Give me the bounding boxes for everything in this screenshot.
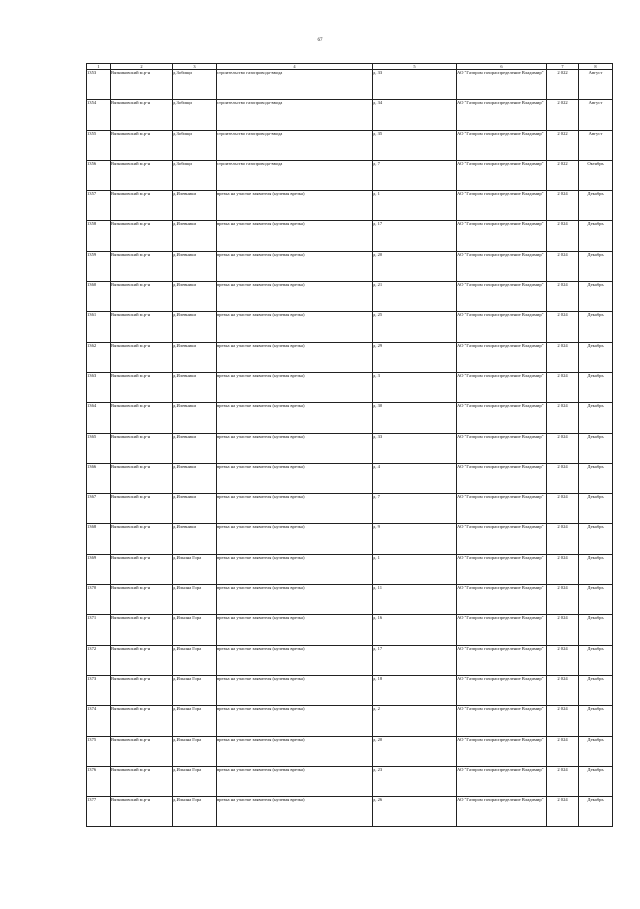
- table-body: [87, 70, 613, 827]
- cell-address: д. 17: [373, 645, 457, 675]
- table-row: [87, 160, 613, 190]
- cell-settlement: д.Илевники: [173, 312, 217, 342]
- cell-work-type: строительство газопровода-ввода: [217, 160, 373, 190]
- cell-year: 2 024: [547, 675, 579, 705]
- cell-address: д. 1: [373, 554, 457, 584]
- table-row: [87, 221, 613, 251]
- cell-district: Вязниковский м.р-н: [111, 585, 173, 615]
- cell-address: д. 4: [373, 463, 457, 493]
- cell-organization: АО "Газпром газораспределение Владимир": [457, 615, 547, 645]
- cell-settlement: д.Ильина Гора: [173, 554, 217, 584]
- cell-month: Октябрь: [579, 160, 613, 190]
- table-row: [87, 403, 613, 433]
- cell-address: д. 7: [373, 160, 457, 190]
- cell-month: Август: [579, 70, 613, 100]
- cell-month: Декабрь: [579, 191, 613, 221]
- cell-organization: АО "Газпром газораспределение Владимир": [457, 100, 547, 130]
- cell-work-type: строительство газопровода-ввода: [217, 100, 373, 130]
- cell-settlement: д.Илевники: [173, 342, 217, 372]
- cell-work-type: врезка на участке заявителя (нулевая врезка): [217, 645, 373, 675]
- cell-work-type: врезка на участке заявителя (нулевая врезка): [217, 766, 373, 796]
- table-row: [87, 766, 613, 796]
- cell-month: Декабрь: [579, 675, 613, 705]
- cell-settlement: д.Илевники: [173, 282, 217, 312]
- column-header-4: 4: [217, 64, 373, 70]
- cell-district: Вязниковский м.р-н: [111, 766, 173, 796]
- cell-district: Вязниковский м.р-н: [111, 70, 173, 100]
- cell-work-type: врезка на участке заявителя (нулевая врезка): [217, 403, 373, 433]
- cell-year: 2 024: [547, 645, 579, 675]
- cell-settlement: д.Илевники: [173, 221, 217, 251]
- cell-year: 2 024: [547, 706, 579, 736]
- cell-address: д. 16: [373, 615, 457, 645]
- cell-month: Август: [579, 130, 613, 160]
- cell-year: 2 024: [547, 463, 579, 493]
- cell-year: 2 024: [547, 524, 579, 554]
- cell-district: Вязниковский м.р-н: [111, 403, 173, 433]
- cell-organization: АО "Газпром газораспределение Владимир": [457, 130, 547, 160]
- cell-month: Декабрь: [579, 221, 613, 251]
- cell-work-type: строительство газопровода-ввода: [217, 130, 373, 160]
- table-row: [87, 554, 613, 584]
- table-row: [87, 433, 613, 463]
- cell-settlement: д.Ильина Гора: [173, 675, 217, 705]
- cell-row-number: 1354: [87, 100, 111, 130]
- cell-work-type: врезка на участке заявителя (нулевая врезка): [217, 736, 373, 766]
- cell-address: д. 20: [373, 736, 457, 766]
- cell-year: 2 022: [547, 100, 579, 130]
- cell-settlement: д.Ильина Гора: [173, 797, 217, 827]
- cell-organization: АО "Газпром газораспределение Владимир": [457, 766, 547, 796]
- cell-district: Вязниковский м.р-н: [111, 463, 173, 493]
- cell-organization: АО "Газпром газораспределение Владимир": [457, 160, 547, 190]
- cell-month: Декабрь: [579, 615, 613, 645]
- cell-district: Вязниковский м.р-н: [111, 797, 173, 827]
- cell-row-number: 1368: [87, 524, 111, 554]
- cell-row-number: 1356: [87, 160, 111, 190]
- cell-work-type: врезка на участке заявителя (нулевая врезка): [217, 797, 373, 827]
- table-row: [87, 675, 613, 705]
- cell-year: 2 024: [547, 433, 579, 463]
- cell-address: д. 17: [373, 221, 457, 251]
- table-row: [87, 130, 613, 160]
- cell-address: д. 34: [373, 100, 457, 130]
- column-header-1: 1: [87, 64, 111, 70]
- table-row: [87, 494, 613, 524]
- cell-year: 2 024: [547, 312, 579, 342]
- cell-work-type: врезка на участке заявителя (нулевая врезка): [217, 282, 373, 312]
- cell-organization: АО "Газпром газораспределение Владимир": [457, 191, 547, 221]
- cell-settlement: д.Ильина Гора: [173, 736, 217, 766]
- cell-settlement: д.Зобищи: [173, 100, 217, 130]
- cell-organization: АО "Газпром газораспределение Владимир": [457, 221, 547, 251]
- cell-year: 2 024: [547, 766, 579, 796]
- cell-address: д. 33: [373, 70, 457, 100]
- cell-row-number: 1360: [87, 282, 111, 312]
- cell-row-number: 1364: [87, 403, 111, 433]
- table-row: [87, 706, 613, 736]
- cell-organization: АО "Газпром газораспределение Владимир": [457, 524, 547, 554]
- table-row: [87, 463, 613, 493]
- cell-year: 2 024: [547, 221, 579, 251]
- cell-row-number: 1353: [87, 70, 111, 100]
- cell-month: Декабрь: [579, 797, 613, 827]
- cell-address: д. 26: [373, 797, 457, 827]
- cell-organization: АО "Газпром газораспределение Владимир": [457, 403, 547, 433]
- cell-settlement: д.Зобищи: [173, 160, 217, 190]
- cell-month: Декабрь: [579, 585, 613, 615]
- cell-row-number: 1373: [87, 675, 111, 705]
- cell-row-number: 1377: [87, 797, 111, 827]
- cell-month: Декабрь: [579, 251, 613, 281]
- table-row: [87, 100, 613, 130]
- cell-month: Декабрь: [579, 645, 613, 675]
- cell-district: Вязниковский м.р-н: [111, 675, 173, 705]
- cell-row-number: 1362: [87, 342, 111, 372]
- cell-settlement: д.Илевники: [173, 191, 217, 221]
- cell-district: Вязниковский м.р-н: [111, 706, 173, 736]
- cell-address: д. 29: [373, 342, 457, 372]
- column-header-7: 7: [547, 64, 579, 70]
- cell-year: 2 024: [547, 403, 579, 433]
- cell-address: д. 7: [373, 494, 457, 524]
- cell-organization: АО "Газпром газораспределение Владимир": [457, 736, 547, 766]
- table-row: [87, 191, 613, 221]
- cell-month: Декабрь: [579, 282, 613, 312]
- table-row: [87, 251, 613, 281]
- cell-month: Декабрь: [579, 403, 613, 433]
- cell-organization: АО "Газпром газораспределение Владимир": [457, 585, 547, 615]
- cell-row-number: 1355: [87, 130, 111, 160]
- cell-work-type: врезка на участке заявителя (нулевая врезка): [217, 615, 373, 645]
- cell-month: Декабрь: [579, 494, 613, 524]
- table-row: [87, 372, 613, 402]
- cell-address: д. 1: [373, 191, 457, 221]
- cell-district: Вязниковский м.р-н: [111, 282, 173, 312]
- cell-row-number: 1363: [87, 372, 111, 402]
- cell-work-type: врезка на участке заявителя (нулевая врезка): [217, 221, 373, 251]
- table-row: [87, 342, 613, 372]
- column-header-8: 8: [579, 64, 613, 70]
- cell-month: Декабрь: [579, 433, 613, 463]
- cell-address: д. 2: [373, 706, 457, 736]
- cell-district: Вязниковский м.р-н: [111, 372, 173, 402]
- cell-district: Вязниковский м.р-н: [111, 191, 173, 221]
- cell-organization: АО "Газпром газораспределение Владимир": [457, 342, 547, 372]
- cell-work-type: врезка на участке заявителя (нулевая врезка): [217, 463, 373, 493]
- cell-district: Вязниковский м.р-н: [111, 342, 173, 372]
- cell-work-type: врезка на участке заявителя (нулевая врезка): [217, 433, 373, 463]
- cell-address: д. 3: [373, 372, 457, 402]
- cell-year: 2 024: [547, 494, 579, 524]
- column-header-6: 6: [457, 64, 547, 70]
- table-row: [87, 70, 613, 100]
- cell-row-number: 1361: [87, 312, 111, 342]
- table-row: [87, 282, 613, 312]
- table-row: [87, 736, 613, 766]
- cell-address: д. 30: [373, 403, 457, 433]
- cell-settlement: д.Илевники: [173, 494, 217, 524]
- page-number: 67: [317, 38, 323, 43]
- cell-row-number: 1371: [87, 615, 111, 645]
- cell-row-number: 1367: [87, 494, 111, 524]
- cell-month: Декабрь: [579, 554, 613, 584]
- cell-organization: АО "Газпром газораспределение Владимир": [457, 433, 547, 463]
- cell-year: 2 022: [547, 70, 579, 100]
- cell-work-type: врезка на участке заявителя (нулевая врезка): [217, 312, 373, 342]
- cell-settlement: д.Илевники: [173, 524, 217, 554]
- cell-district: Вязниковский м.р-н: [111, 160, 173, 190]
- cell-row-number: 1366: [87, 463, 111, 493]
- table-row: [87, 797, 613, 827]
- cell-address: д. 21: [373, 282, 457, 312]
- cell-organization: АО "Газпром газораспределение Владимир": [457, 645, 547, 675]
- cell-work-type: врезка на участке заявителя (нулевая врезка): [217, 494, 373, 524]
- cell-district: Вязниковский м.р-н: [111, 130, 173, 160]
- cell-month: Декабрь: [579, 312, 613, 342]
- cell-month: Декабрь: [579, 463, 613, 493]
- cell-row-number: 1372: [87, 645, 111, 675]
- cell-settlement: д.Илевники: [173, 463, 217, 493]
- cell-row-number: 1357: [87, 191, 111, 221]
- cell-month: Декабрь: [579, 372, 613, 402]
- cell-organization: АО "Газпром газораспределение Владимир": [457, 494, 547, 524]
- cell-year: 2 022: [547, 130, 579, 160]
- cell-month: Август: [579, 100, 613, 130]
- cell-year: 2 024: [547, 282, 579, 312]
- cell-address: д. 35: [373, 130, 457, 160]
- cell-row-number: 1359: [87, 251, 111, 281]
- cell-district: Вязниковский м.р-н: [111, 494, 173, 524]
- cell-district: Вязниковский м.р-н: [111, 251, 173, 281]
- cell-work-type: врезка на участке заявителя (нулевая врезка): [217, 706, 373, 736]
- cell-organization: АО "Газпром газораспределение Владимир": [457, 282, 547, 312]
- cell-row-number: 1358: [87, 221, 111, 251]
- cell-work-type: врезка на участке заявителя (нулевая врезка): [217, 342, 373, 372]
- cell-settlement: д.Ильина Гора: [173, 645, 217, 675]
- cell-year: 2 024: [547, 191, 579, 221]
- cell-district: Вязниковский м.р-н: [111, 221, 173, 251]
- cell-month: Декабрь: [579, 766, 613, 796]
- cell-year: 2 024: [547, 342, 579, 372]
- cell-organization: АО "Газпром газораспределение Владимир": [457, 554, 547, 584]
- cell-month: Декабрь: [579, 342, 613, 372]
- cell-address: д. 9: [373, 524, 457, 554]
- cell-settlement: д.Илевники: [173, 433, 217, 463]
- cell-work-type: врезка на участке заявителя (нулевая врезка): [217, 251, 373, 281]
- cell-year: 2 024: [547, 251, 579, 281]
- cell-organization: АО "Газпром газораспределение Владимир": [457, 251, 547, 281]
- cell-address: д. 20: [373, 251, 457, 281]
- cell-work-type: врезка на участке заявителя (нулевая врезка): [217, 524, 373, 554]
- column-header-5: 5: [373, 64, 457, 70]
- column-header-2: 2: [111, 64, 173, 70]
- cell-organization: АО "Газпром газораспределение Владимир": [457, 312, 547, 342]
- table-row: [87, 585, 613, 615]
- cell-work-type: врезка на участке заявителя (нулевая врезка): [217, 372, 373, 402]
- cell-settlement: д.Ильина Гора: [173, 706, 217, 736]
- table-row: [87, 615, 613, 645]
- cell-year: 2 024: [547, 585, 579, 615]
- cell-settlement: д.Ильина Гора: [173, 766, 217, 796]
- cell-work-type: врезка на участке заявителя (нулевая врезка): [217, 585, 373, 615]
- cell-district: Вязниковский м.р-н: [111, 736, 173, 766]
- cell-organization: АО "Газпром газораспределение Владимир": [457, 797, 547, 827]
- cell-row-number: 1374: [87, 706, 111, 736]
- cell-organization: АО "Газпром газораспределение Владимир": [457, 706, 547, 736]
- cell-settlement: д.Зобищи: [173, 70, 217, 100]
- cell-work-type: врезка на участке заявителя (нулевая врезка): [217, 554, 373, 584]
- cell-district: Вязниковский м.р-н: [111, 615, 173, 645]
- cell-year: 2 024: [547, 554, 579, 584]
- cell-address: д. 33: [373, 433, 457, 463]
- table-row: [87, 645, 613, 675]
- cell-year: 2 024: [547, 615, 579, 645]
- cell-settlement: д.Илевники: [173, 251, 217, 281]
- cell-row-number: 1376: [87, 766, 111, 796]
- cell-district: Вязниковский м.р-н: [111, 100, 173, 130]
- cell-settlement: д.Зобищи: [173, 130, 217, 160]
- cell-organization: АО "Газпром газораспределение Владимир": [457, 372, 547, 402]
- cell-work-type: врезка на участке заявителя (нулевая врезка): [217, 675, 373, 705]
- cell-year: 2 024: [547, 372, 579, 402]
- cell-district: Вязниковский м.р-н: [111, 312, 173, 342]
- cell-settlement: д.Ильина Гора: [173, 615, 217, 645]
- cell-address: д. 25: [373, 312, 457, 342]
- cell-address: д. 18: [373, 675, 457, 705]
- gas-connection-table: [86, 63, 613, 827]
- cell-work-type: строительство газопровода-ввода: [217, 70, 373, 100]
- cell-organization: АО "Газпром газораспределение Владимир": [457, 70, 547, 100]
- cell-year: 2 024: [547, 736, 579, 766]
- cell-address: д. 23: [373, 766, 457, 796]
- table-row: [87, 312, 613, 342]
- cell-organization: АО "Газпром газораспределение Владимир": [457, 675, 547, 705]
- cell-year: 2 022: [547, 160, 579, 190]
- cell-organization: АО "Газпром газораспределение Владимир": [457, 463, 547, 493]
- cell-work-type: врезка на участке заявителя (нулевая врезка): [217, 191, 373, 221]
- cell-month: Декабрь: [579, 524, 613, 554]
- cell-row-number: 1370: [87, 585, 111, 615]
- cell-settlement: д.Илевники: [173, 372, 217, 402]
- cell-settlement: д.Илевники: [173, 403, 217, 433]
- cell-year: 2 024: [547, 797, 579, 827]
- cell-address: д. 11: [373, 585, 457, 615]
- cell-settlement: д.Ильина Гора: [173, 585, 217, 615]
- cell-district: Вязниковский м.р-н: [111, 433, 173, 463]
- cell-district: Вязниковский м.р-н: [111, 524, 173, 554]
- cell-row-number: 1369: [87, 554, 111, 584]
- cell-row-number: 1375: [87, 736, 111, 766]
- cell-month: Декабрь: [579, 736, 613, 766]
- cell-month: Декабрь: [579, 706, 613, 736]
- cell-district: Вязниковский м.р-н: [111, 645, 173, 675]
- cell-district: Вязниковский м.р-н: [111, 554, 173, 584]
- table-row: [87, 524, 613, 554]
- cell-row-number: 1365: [87, 433, 111, 463]
- column-header-3: 3: [173, 64, 217, 70]
